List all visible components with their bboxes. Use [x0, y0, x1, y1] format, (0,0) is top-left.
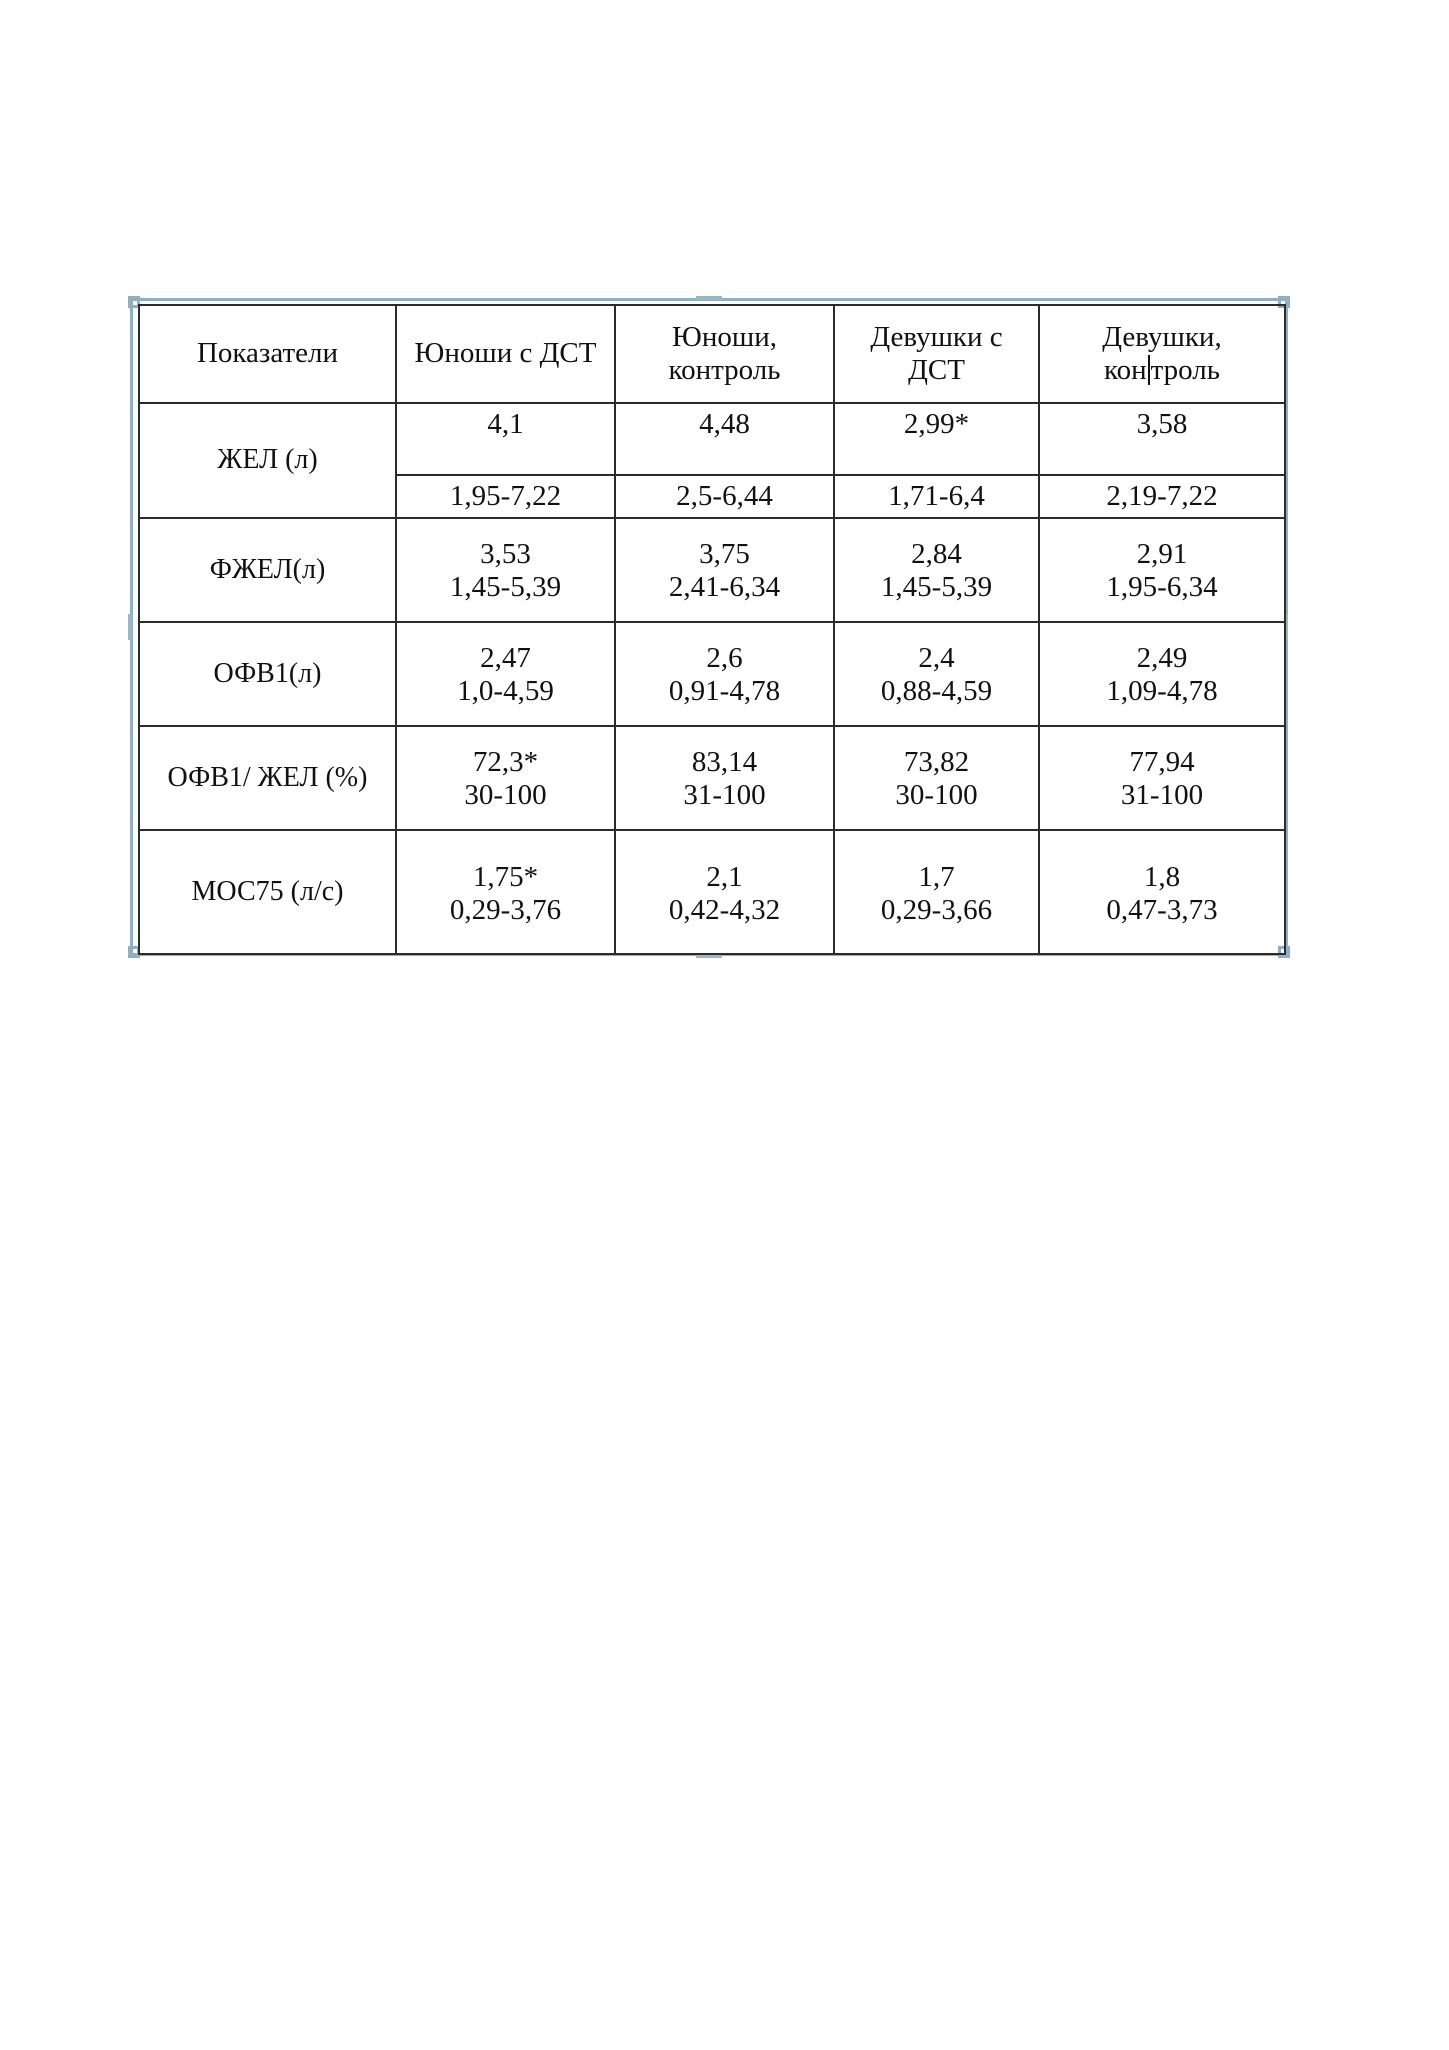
cell-range: 0,91-4,78 — [668, 675, 781, 707]
header-text: троль — [1150, 354, 1220, 386]
cell-range: 0,42-4,32 — [668, 894, 781, 926]
value-cell[interactable] — [834, 726, 1039, 830]
header-text: Юноши с ДСТ — [414, 337, 597, 370]
cell-range: 0,29-3,76 — [449, 894, 562, 926]
cell-value: 77,94 — [1129, 745, 1195, 778]
cell-range: 2,41-6,34 — [668, 571, 781, 603]
range-cell[interactable] — [1039, 475, 1285, 518]
row-label: ФЖЕЛ(л) — [209, 553, 326, 585]
row-label: ОФВ1/ ЖЕЛ (%) — [167, 761, 368, 793]
value-cell[interactable] — [1039, 622, 1285, 726]
header-text: Юноши, — [672, 320, 777, 353]
row-label-cell[interactable] — [139, 622, 396, 726]
cell-value: 4,48 — [699, 408, 750, 440]
value-cell[interactable] — [615, 830, 834, 954]
table-row — [139, 518, 1285, 622]
cell-value: 2,84 — [911, 537, 962, 570]
value-cell[interactable] — [615, 403, 834, 475]
cell-range: 30-100 — [895, 779, 978, 811]
table-header-row — [139, 305, 1285, 403]
header-cell[interactable] — [615, 305, 834, 403]
value-cell[interactable] — [615, 518, 834, 622]
value-cell[interactable] — [1039, 830, 1285, 954]
cell-value: 1,8 — [1143, 860, 1181, 893]
header-cell[interactable] — [834, 305, 1039, 403]
cell-value: 73,82 — [903, 745, 970, 778]
value-cell[interactable] — [396, 403, 615, 475]
table-row — [139, 726, 1285, 830]
cell-value: 2,6 — [706, 641, 743, 674]
value-cell[interactable] — [1039, 518, 1285, 622]
table-row — [139, 622, 1285, 726]
row-label: ЖЕЛ (л) — [217, 444, 318, 476]
cell-value: 1,75* — [472, 860, 539, 893]
cell-range: 2,5-6,44 — [676, 479, 773, 512]
cell-value: 2,1 — [706, 860, 743, 893]
header-text: Девушки, — [1102, 320, 1222, 353]
value-cell[interactable] — [615, 622, 834, 726]
value-cell[interactable] — [396, 622, 615, 726]
cell-range: 1,45-5,39 — [880, 571, 993, 603]
cell-range: 1,95-7,22 — [449, 479, 562, 512]
cell-range: 0,47-3,73 — [1106, 894, 1218, 926]
cell-value: 1,7 — [918, 860, 955, 893]
cell-range: 1,09-4,78 — [1106, 675, 1218, 707]
cell-range: 2,19-7,22 — [1106, 479, 1218, 512]
cell-range: 0,29-3,66 — [880, 894, 993, 926]
header-text: ДСТ — [908, 354, 965, 386]
cell-range: 31-100 — [1120, 779, 1204, 811]
header-text: Девушки с — [870, 320, 1003, 353]
data-table — [138, 304, 1286, 955]
value-cell[interactable] — [834, 403, 1039, 475]
range-cell[interactable] — [834, 475, 1039, 518]
value-cell[interactable] — [396, 518, 615, 622]
value-cell[interactable] — [615, 726, 834, 830]
row-label-cell[interactable] — [139, 403, 396, 518]
table-row — [139, 830, 1285, 954]
cell-value: 3,58 — [1136, 408, 1188, 440]
cell-value: 2,99* — [903, 408, 970, 440]
text-cursor — [1148, 355, 1150, 385]
cell-range: 30-100 — [464, 779, 547, 811]
table-row — [139, 403, 1285, 475]
cell-range: 31-100 — [683, 779, 766, 811]
cell-value: 3,75 — [699, 537, 750, 570]
header-cell[interactable] — [139, 305, 396, 403]
value-cell[interactable] — [396, 726, 615, 830]
header-cell[interactable] — [1039, 305, 1285, 403]
value-cell[interactable] — [834, 830, 1039, 954]
value-cell[interactable] — [1039, 403, 1285, 475]
cell-value: 2,91 — [1136, 537, 1188, 570]
range-cell[interactable] — [615, 475, 834, 518]
value-cell[interactable] — [396, 830, 615, 954]
value-cell[interactable] — [834, 622, 1039, 726]
value-cell[interactable] — [1039, 726, 1285, 830]
header-cell[interactable] — [396, 305, 615, 403]
cell-range: 0,88-4,59 — [880, 675, 993, 707]
cell-range: 1,95-6,34 — [1106, 571, 1218, 603]
value-cell[interactable] — [834, 518, 1039, 622]
row-label: МОС75 (л/с) — [191, 875, 344, 907]
cell-range: 1,0-4,59 — [457, 675, 554, 707]
header-text: контроль — [668, 354, 781, 386]
cell-value: 2,47 — [480, 641, 531, 674]
range-cell[interactable] — [396, 475, 615, 518]
header-text: Показатели — [196, 337, 339, 370]
cell-range: 1,71-6,4 — [888, 479, 985, 512]
table-resize-handle-top[interactable] — [696, 296, 722, 300]
cell-value: 2,4 — [918, 641, 955, 674]
cell-value: 2,49 — [1136, 641, 1188, 674]
cell-value: 72,3* — [472, 745, 539, 778]
row-label: ОФВ1(л) — [213, 657, 322, 689]
row-label-cell[interactable] — [139, 518, 396, 622]
cell-value: 83,14 — [691, 745, 758, 778]
cell-range: 1,45-5,39 — [449, 571, 562, 603]
cell-value: 3,53 — [480, 537, 531, 570]
row-label-cell[interactable] — [139, 726, 396, 830]
row-label-cell[interactable] — [139, 830, 396, 954]
header-text: кон — [1104, 354, 1147, 386]
cell-value: 4,1 — [487, 408, 524, 440]
table-resize-handle-left[interactable] — [128, 614, 132, 640]
